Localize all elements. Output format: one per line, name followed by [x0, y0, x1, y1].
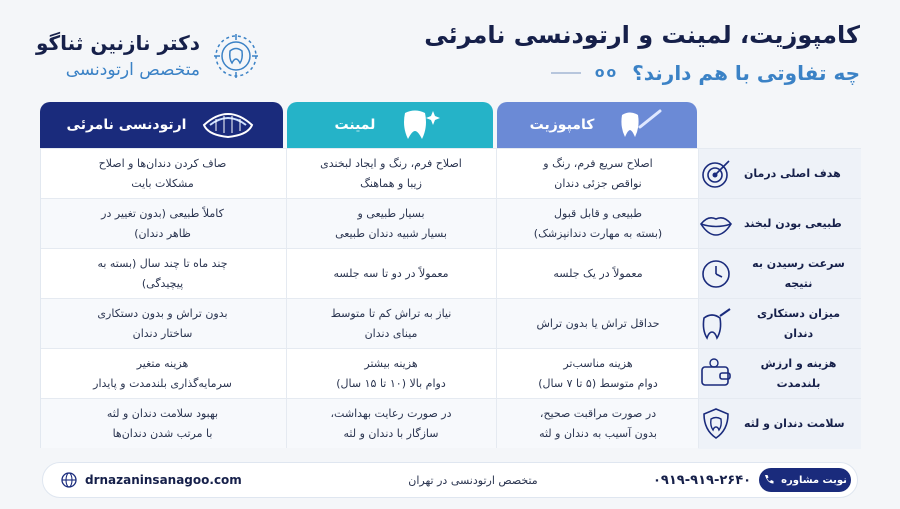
title-block [420, 18, 860, 88]
cell-laminate: بسیار طبیعی و بسیار شبیه دندان طبیعی [335, 207, 447, 240]
book-consultation-button[interactable] [759, 468, 851, 492]
row-label [698, 249, 861, 299]
row-label-text: هدف اصلی درمان [744, 167, 841, 180]
decor-dash [551, 72, 581, 74]
phone-icon [763, 474, 775, 486]
table-row [41, 298, 861, 348]
cell-laminate: در صورت رعایت بهداشت، سازگار با دندان و لثه [330, 407, 452, 440]
footer-tagline: متخصص ارتودنسی در تهران [408, 473, 538, 487]
cell-invisible: بدون تراش و بدون دستکاری ساختار دندان [97, 307, 228, 340]
comparison-table [40, 148, 860, 448]
row-label [698, 349, 861, 399]
cell-laminate: نیاز به تراش کم تا متوسط مینای دندان [330, 307, 452, 340]
wallet-icon [698, 356, 734, 392]
row-label [698, 199, 861, 249]
column-label-laminate: لمینت [334, 117, 376, 133]
cell-invisible: چند ماه تا چند سال (بسته به پیچیدگی) [97, 257, 228, 290]
table-row [41, 148, 861, 198]
cta-label: نوبت مشاوره [781, 474, 847, 486]
row-label-text: هزینه و ارزش بلندمدت [760, 357, 837, 390]
cell-invisible: صاف کردن دندان‌ها و اصلاح مشکلات بایت [98, 157, 227, 190]
cell-composite: هزینه مناسب‌تر دوام متوسط (۵ تا ۷ سال) [538, 357, 658, 390]
table-row [41, 348, 861, 398]
table-row [41, 248, 861, 298]
column-header-laminate [287, 102, 493, 148]
column-divider [698, 148, 699, 448]
cell-laminate: اصلاح فرم، رنگ و ایجاد لبخندی زیبا و هماهنگ [320, 157, 462, 190]
decor-dots: oo [594, 65, 619, 81]
cell-composite: در صورت مراقبت صحیح، بدون آسیب به دندان و لثه [539, 407, 657, 440]
cell-composite: اصلاح سریع فرم، رنگ و نواقص جزئی دندان [543, 157, 653, 190]
shield-tooth-icon [698, 406, 734, 442]
brand-text [36, 29, 200, 83]
cell-composite: حداقل تراش یا بدون تراش [536, 317, 660, 330]
column-header-composite [497, 102, 697, 148]
phone-number[interactable]: ۰۹۱۹-۹۱۹-۲۶۴۰ [653, 472, 752, 488]
clock-icon [698, 256, 734, 292]
column-label-composite: کامپوزیت [529, 117, 595, 133]
row-label [698, 299, 861, 349]
website-text: drnazaninsanagoo.com [85, 473, 242, 487]
column-header-invisible [40, 102, 283, 148]
subtitle-text: چه تفاوتی با هم دارند؟ [632, 61, 860, 85]
row-label [698, 149, 861, 199]
footer-bar [42, 462, 858, 498]
globe-icon [61, 472, 77, 488]
lips-icon [698, 206, 734, 242]
cell-composite: معمولاً در یک جلسه [553, 267, 643, 280]
column-label-invisible: ارتودنسی نامرئی [66, 117, 187, 133]
drill-tooth-icon [698, 306, 734, 342]
cell-laminate: معمولاً در دو تا سه جلسه [333, 267, 449, 280]
table-row [41, 398, 861, 448]
brand-name: دکتر نازنین ثناگو [36, 31, 200, 55]
website-link[interactable] [61, 472, 242, 488]
column-divider [286, 148, 287, 448]
tooth-brush-icon [608, 107, 664, 143]
cell-laminate: هزینه بیشتر دوام بالا (۱۰ تا ۱۵ سال) [336, 357, 446, 390]
target-icon [698, 156, 734, 192]
row-label-text: سلامت دندان و لثه [744, 417, 845, 430]
row-label-text: طبیعی بودن لبخند [744, 217, 842, 230]
tooth-compass-logo-icon [212, 32, 260, 80]
page-subtitle [420, 58, 860, 88]
row-label [698, 399, 861, 449]
page-title: کامپوزیت، لمینت و ارتودنسی نامرئی [424, 21, 860, 49]
column-divider [496, 148, 497, 448]
cell-invisible: هزینه متغیر سرمایه‌گذاری بلندمدت و پایدار [93, 357, 232, 390]
table-row [41, 198, 861, 248]
shining-tooth-icon [389, 107, 445, 143]
row-label-text: سرعت رسیدن به نتیجه [752, 257, 845, 290]
cell-composite: طبیعی و قابل قبول (بسته به مهارت دندانپزشک) [533, 207, 663, 240]
brand-role: متخصص ارتودنسی [65, 60, 200, 80]
brand [36, 26, 260, 86]
cell-invisible: بهبود سلامت دندان و لثه با مرتب شدن دندان‌ها [106, 407, 219, 440]
row-label-text: میزان دستکاری دندان [756, 307, 841, 340]
cell-invisible: کاملاً طبیعی (بدون تغییر در ظاهر دندان) [101, 207, 224, 240]
clear-aligner-icon [200, 107, 256, 143]
